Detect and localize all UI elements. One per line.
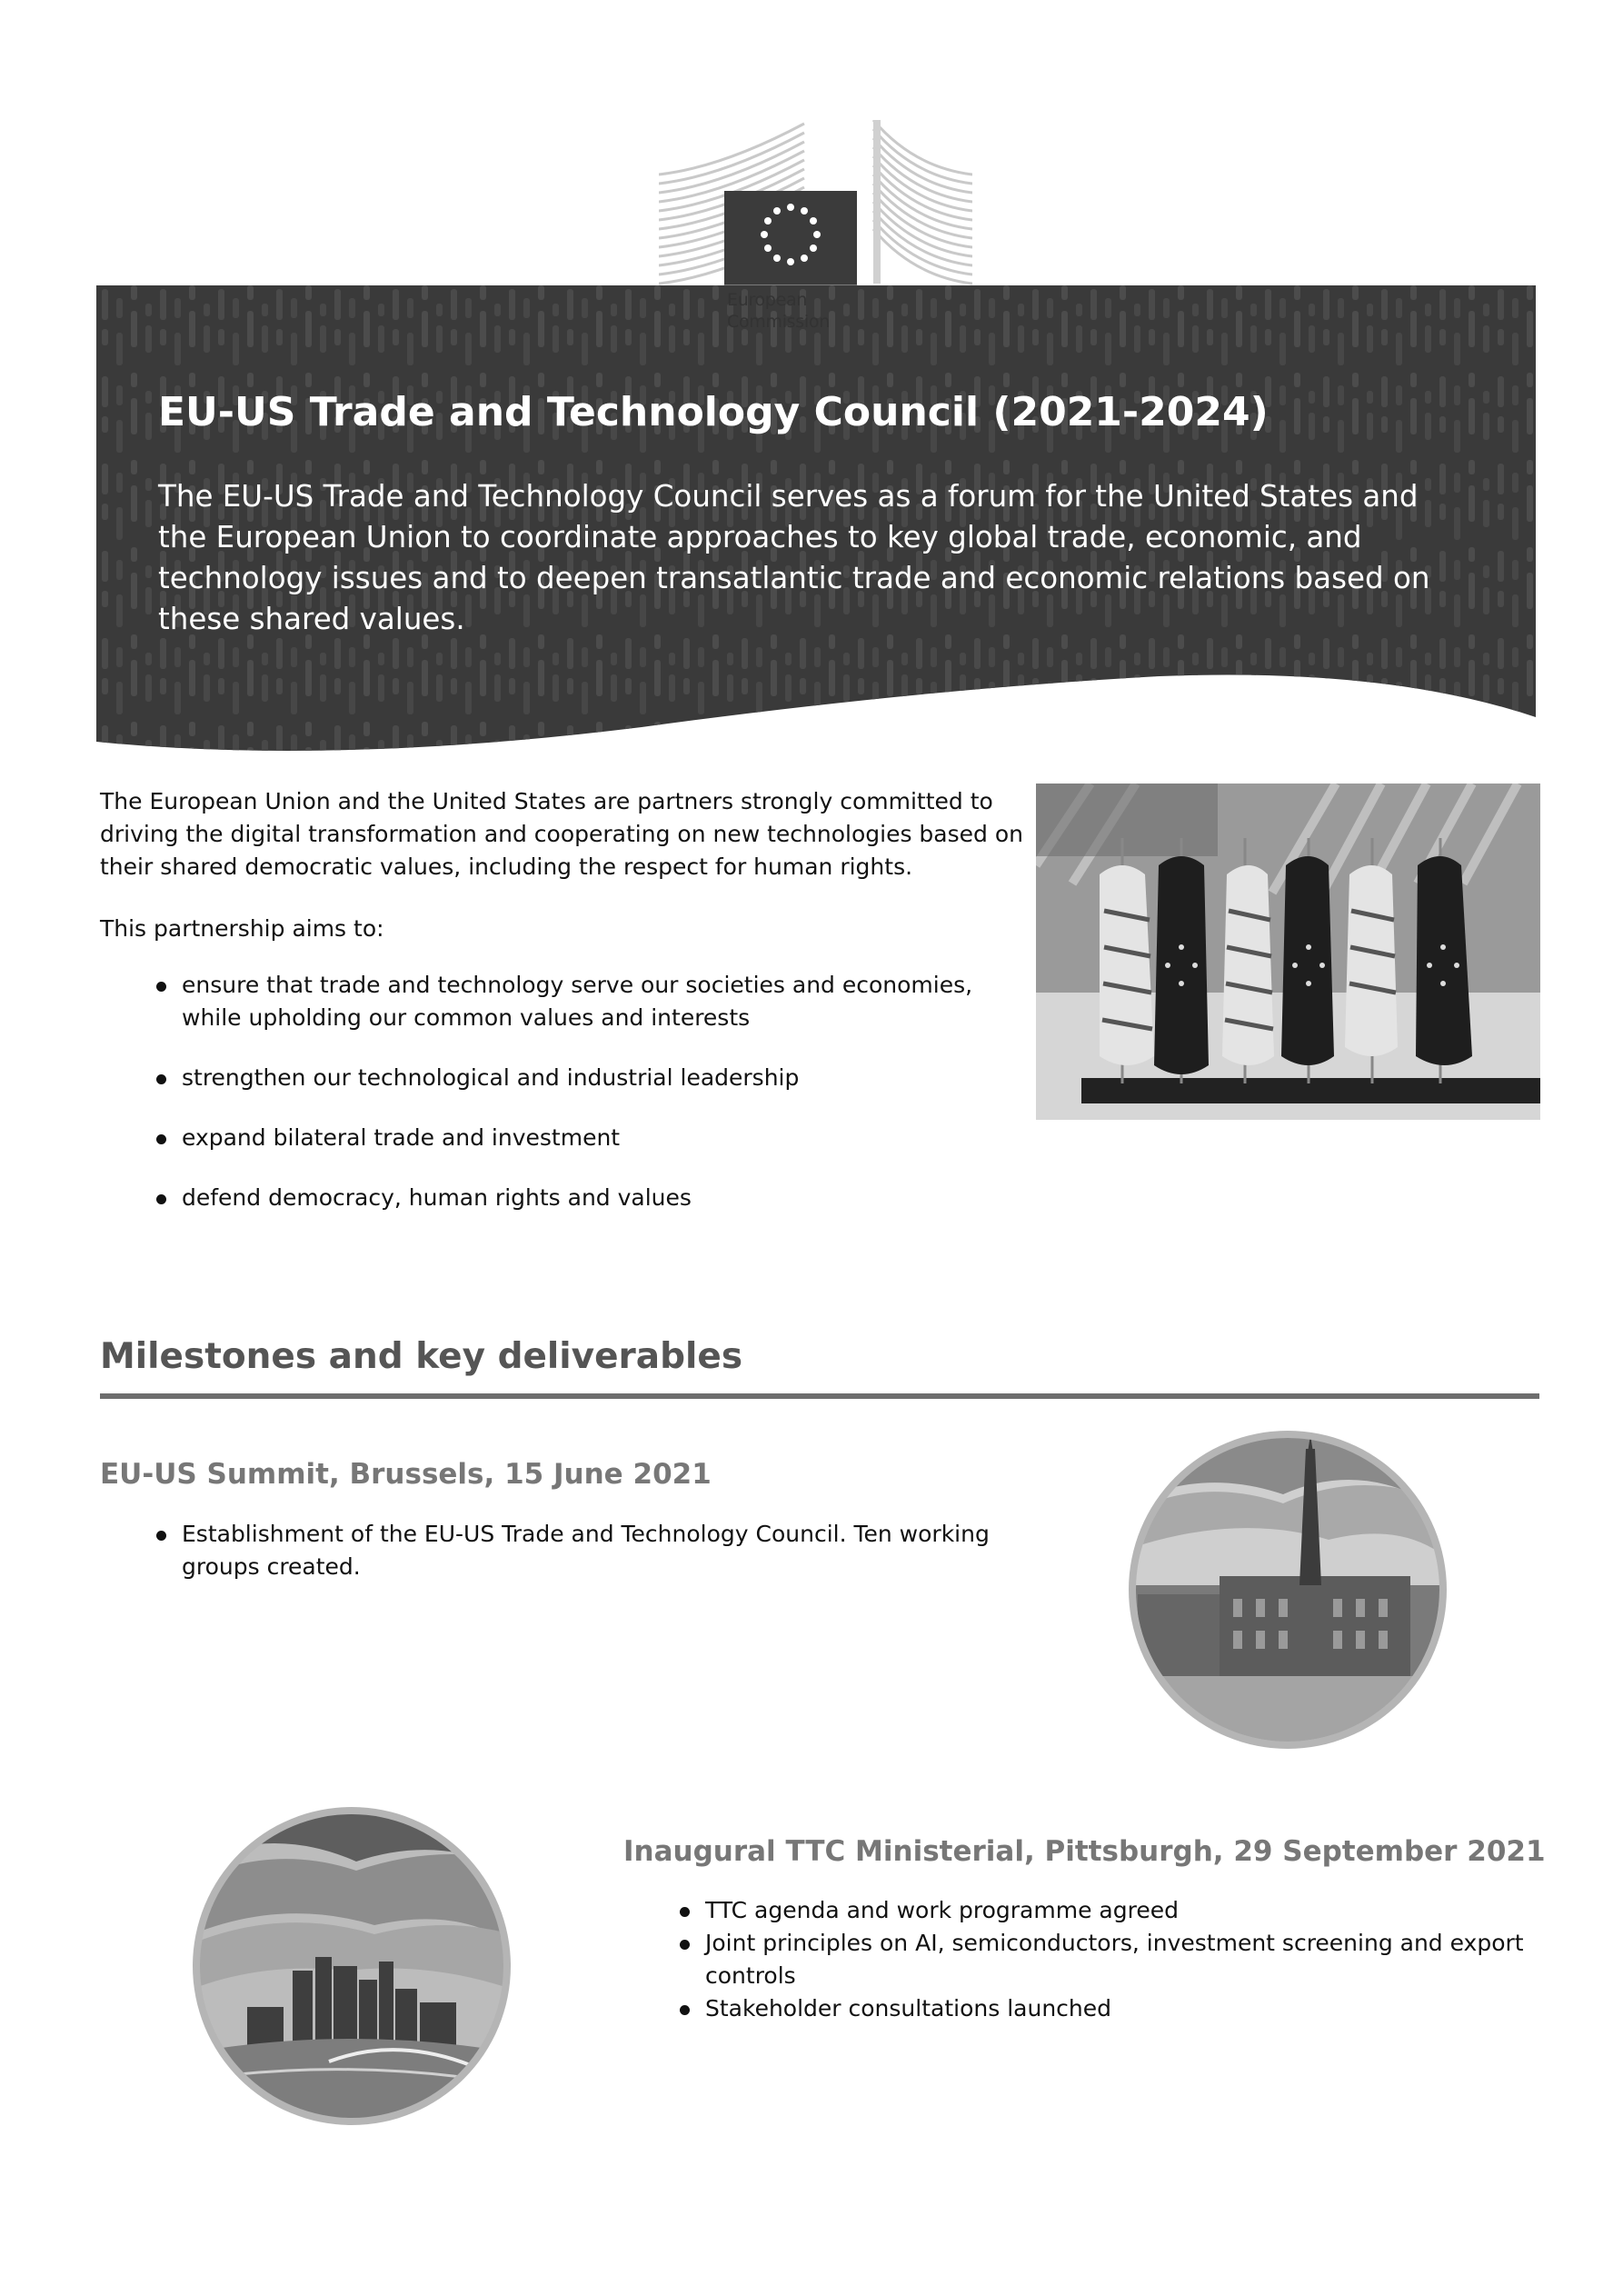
us-flags <box>1100 865 1398 1065</box>
list-item: ensure that trade and technology serve our societies and economies, while upholding our common values and interests <box>100 969 1027 1034</box>
milestone-title: Inaugural TTC Ministerial, Pittsburgh, 29 September 2021 <box>623 1835 1546 1868</box>
section-divider <box>100 1393 1539 1399</box>
list-item: defend democracy, human rights and values <box>100 1182 1027 1214</box>
page-title: EU-US Trade and Technology Council (2021-2024) <box>158 389 1269 435</box>
hero-description: The EU-US Trade and Technology Council serves as a forum for the United States and the European Union to coordinate approaches to key global trade, economic, and technology issues and to deepen transatlantic trade and economic relations based on these shared values. <box>158 479 1430 636</box>
list-item: TTC agenda and work programme agreed <box>623 1894 1541 1927</box>
eu-flags <box>1154 856 1472 1074</box>
brussels-grand-place-photo <box>1129 1431 1447 1749</box>
list-item: strengthen our technological and industrial leadership <box>100 1062 1027 1094</box>
logo-text-line1: European <box>727 290 808 310</box>
logo-text-line2: Commission <box>727 312 830 332</box>
pittsburgh-skyline-photo <box>193 1807 511 2125</box>
list-item: Stakeholder consultations launched <box>623 1992 1541 2025</box>
logo-wordmark <box>727 289 854 333</box>
milestone-points <box>623 1894 1541 2025</box>
eu-us-flags-photo <box>1036 784 1540 1120</box>
milestones-heading: Milestones and key deliverables <box>100 1336 743 1377</box>
logo-building-right <box>873 120 972 284</box>
hero-banner <box>96 285 1536 760</box>
milestone-points <box>100 1518 1018 1583</box>
aims-list <box>100 969 1027 1242</box>
list-item: Establishment of the EU-US Trade and Technology Council. Ten working groups created. <box>100 1518 1018 1583</box>
list-item: expand bilateral trade and investment <box>100 1122 1027 1154</box>
list-item: Joint principles on AI, semiconductors, investment screening and export controls <box>623 1927 1541 1992</box>
aims-lead: This partnership aims to: <box>100 915 384 942</box>
intro-paragraph: The European Union and the United States are partners strongly committed to driving the digital transformation and cooperating on new technologies based on their shared democratic values, including the respect for human rights. <box>100 788 1023 880</box>
milestone-title: EU-US Summit, Brussels, 15 June 2021 <box>100 1458 712 1491</box>
